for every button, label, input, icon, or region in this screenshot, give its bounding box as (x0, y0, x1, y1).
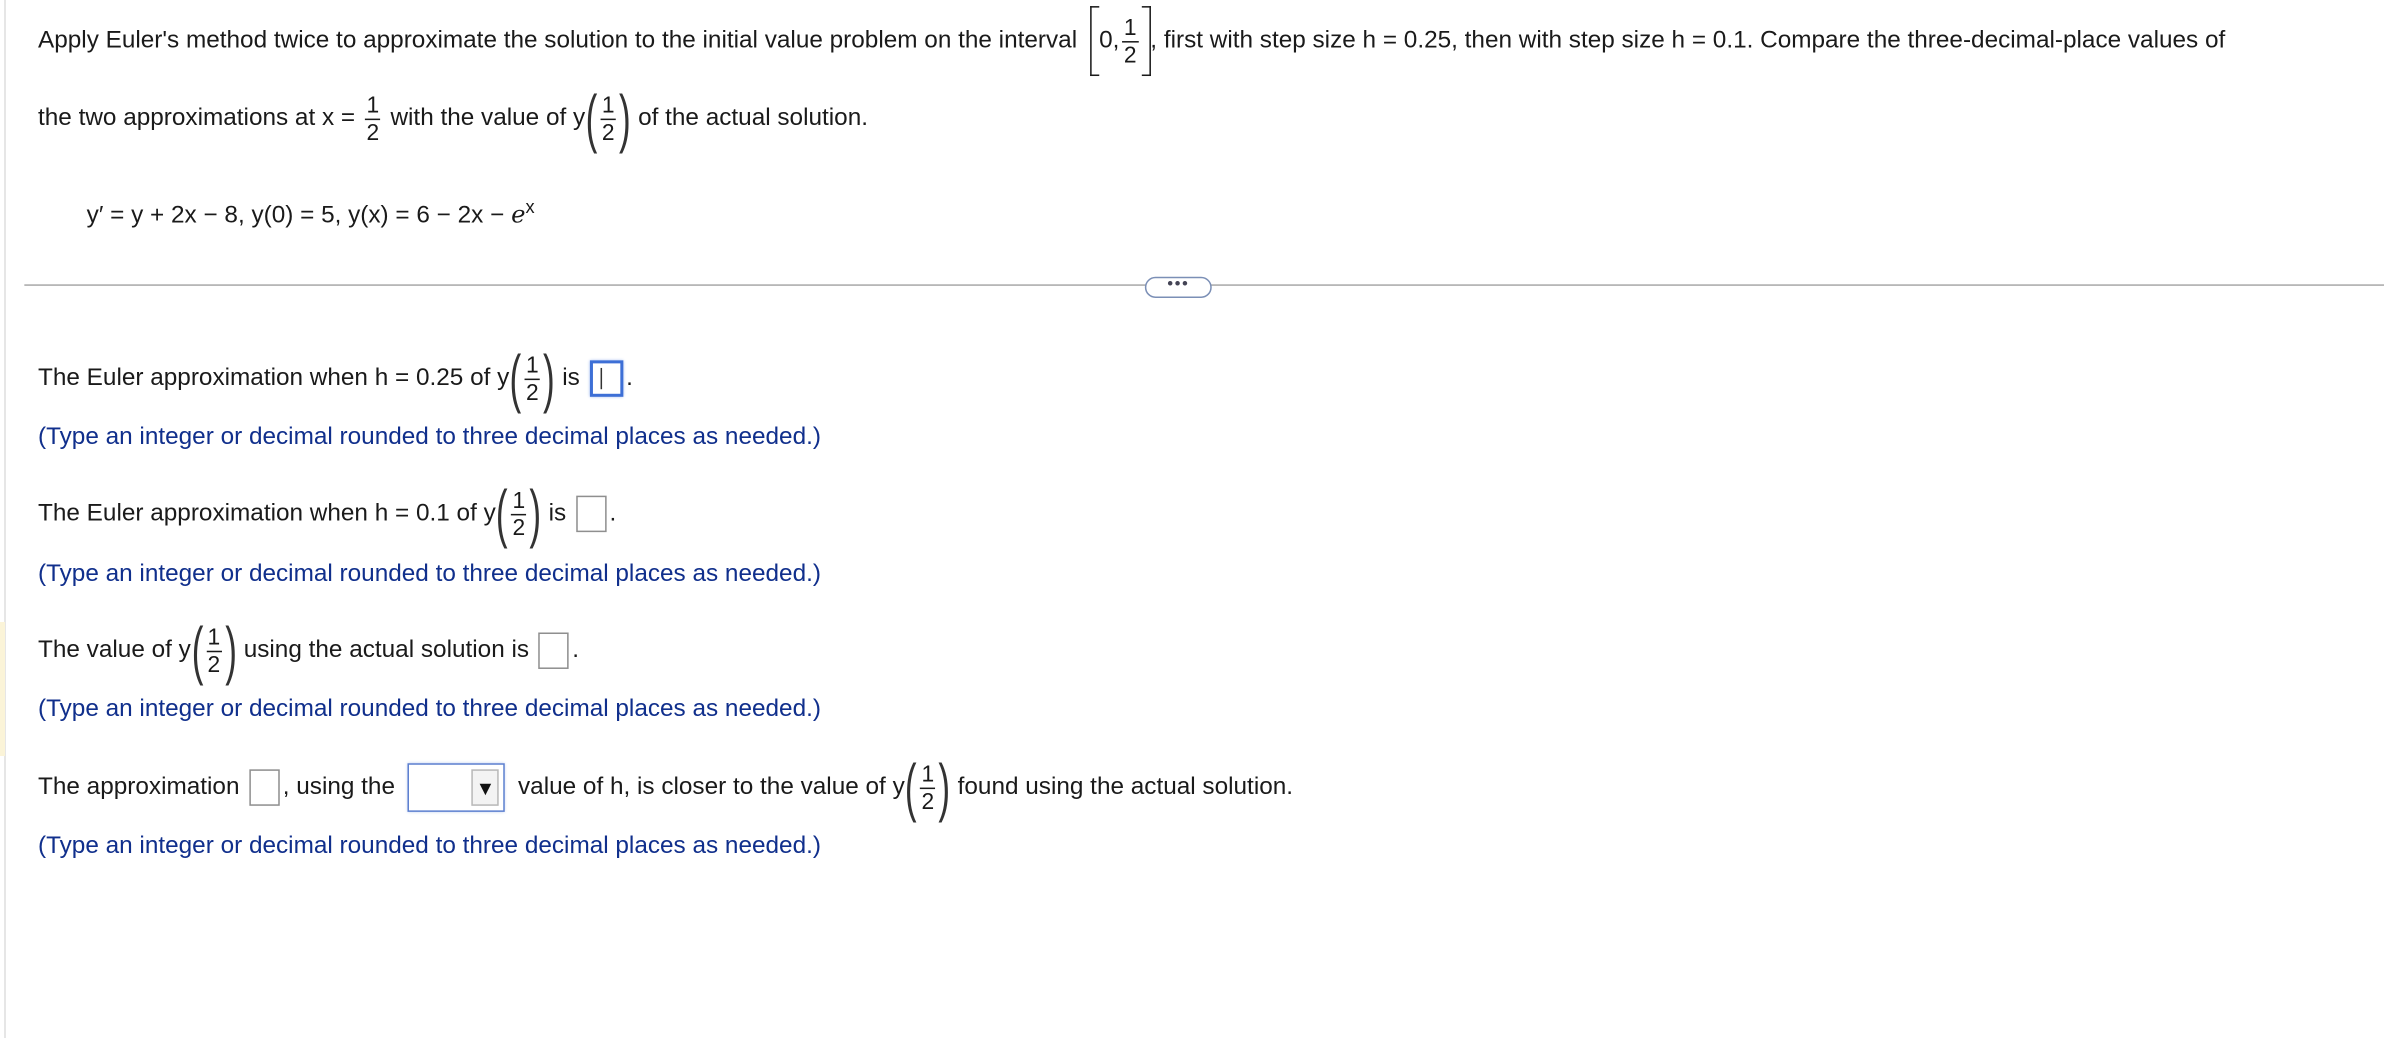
open-paren: ( (509, 342, 522, 414)
fraction-one-half: $\frac{1}{2}$ (921, 760, 935, 815)
q1-hint: (Type an integer or decimal rounded to three decimal places as needed.) (38, 424, 821, 451)
differential-equation (87, 192, 535, 232)
q3-text-a: The value of y (38, 637, 191, 664)
question-2 (38, 477, 617, 549)
q4-text-c: value of h, is closer to the value of y (518, 774, 905, 801)
line2-text-b: with the value of y (390, 105, 586, 132)
close-paren: ) (225, 614, 237, 686)
dropdown-arrow-icon[interactable]: ▼ (472, 769, 499, 805)
q3-hint: (Type an integer or decimal rounded to three decimal places as needed.) (38, 696, 821, 723)
question-4 (38, 751, 1294, 823)
fraction-one-half: $\frac{1}{2}$ (512, 487, 526, 541)
fraction-one-half: $\frac{1}{2}$ (207, 624, 221, 678)
q3-period: . (572, 637, 580, 664)
q2-period: . (609, 500, 617, 527)
q3-answer-input[interactable] (539, 632, 569, 668)
fraction-one-half: $\frac{1}{2}$ (601, 91, 615, 146)
open-paren: ( (585, 82, 598, 154)
problem-after-interval: , first with step size h = 0.25, then with step size h = 0.1. Compare the three-decimal-place values of (1150, 27, 2226, 54)
question-3 (38, 614, 580, 686)
q4-text-a: The approximation (38, 774, 240, 801)
q1-text-b: is (562, 365, 580, 392)
q1-text-a: The Euler approximation when h = 0.25 of y (38, 365, 510, 392)
equation-e: e (511, 199, 526, 229)
open-paren: ( (904, 751, 917, 823)
fraction-one-half: $\frac{1}{2}$ (366, 91, 380, 146)
interval-start: 0, (1099, 27, 1120, 54)
problem-intro: Apply Euler's method twice to approximate the solution to the initial value problem on the interval (38, 27, 1078, 54)
h-value-dropdown[interactable] (408, 763, 505, 812)
close-paren: ) (543, 342, 556, 414)
fraction-one-half: $\frac{1}{2}$ (526, 351, 539, 406)
open-paren: ( (191, 614, 203, 686)
q2-answer-input[interactable] (576, 496, 606, 532)
problem-statement-line-1 (38, 6, 2225, 76)
problem-statement-line-2 (38, 82, 869, 154)
close-paren: ) (619, 82, 632, 154)
q4-text-b: , using the (282, 774, 395, 801)
fraction-one-half: $\frac{1}{2}$ (1123, 14, 1137, 68)
q4-answer-input[interactable] (249, 769, 279, 805)
q1-answer-input[interactable] (590, 360, 623, 396)
line2-text-a: the two approximations at x = (38, 105, 356, 132)
q2-hint: (Type an integer or decimal rounded to three decimal places as needed.) (38, 561, 821, 587)
open-paren: ( (495, 477, 508, 549)
line2-text-c: of the actual solution. (638, 105, 869, 132)
equation-exponent: x (525, 196, 535, 218)
q1-period: . (626, 365, 633, 392)
question-1 (38, 342, 633, 414)
interval-open-bracket (1090, 6, 1099, 76)
q4-hint: (Type an integer or decimal rounded to three decimal places as needed.) (38, 833, 821, 860)
close-paren: ) (938, 751, 951, 823)
equation-text: y′ = y + 2x − 8, y(0) = 5, y(x) = 6 − 2x − (86, 202, 505, 229)
q3-text-b: using the actual solution is (243, 637, 530, 664)
show-more-button[interactable]: ••• (1145, 277, 1212, 298)
q2-text-b: is (548, 500, 567, 527)
interval-close-bracket (1141, 6, 1150, 76)
close-paren: ) (529, 477, 542, 549)
q2-text-a: The Euler approximation when h = 0.1 of y (38, 500, 496, 527)
q4-text-d: found using the actual solution. (957, 774, 1294, 801)
